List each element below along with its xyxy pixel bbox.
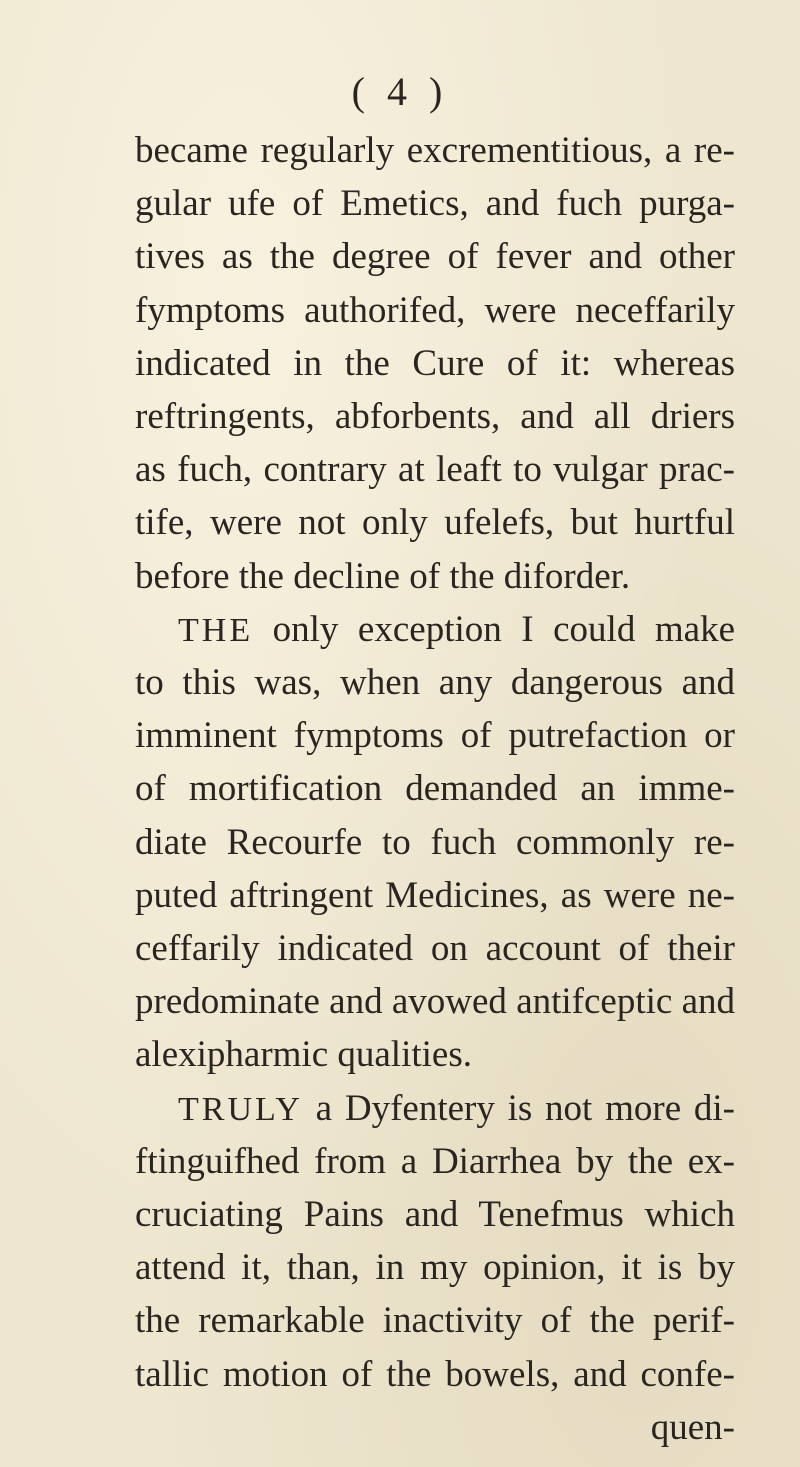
text-line: of mortification demanded an imme- bbox=[135, 768, 735, 810]
text-line: the remarkable inactivity of the perif- bbox=[135, 1300, 735, 1342]
text-line: tife, were not only ufelefs, but hurtful bbox=[135, 502, 735, 544]
page-number: ( 4 ) bbox=[351, 69, 449, 114]
text-line: imminent fymptoms of putrefaction or bbox=[135, 715, 735, 757]
text-line: alexipharmic qualities. bbox=[135, 1034, 472, 1076]
text-line: indicated in the Cure of it: whereas bbox=[135, 342, 735, 384]
text-line: as fuch, contrary at leaft to vulgar prac- bbox=[135, 449, 735, 491]
text-line: tallic motion of the bowels, and confe- bbox=[135, 1353, 735, 1395]
text-line: cruciating Pains and Tenefmus which bbox=[135, 1194, 735, 1235]
text-line: ceffarily indicated on account of their bbox=[135, 928, 735, 969]
text-line: to this was, when any dangerous and bbox=[135, 662, 735, 703]
text-line: fymptoms authorifed, were neceffarily bbox=[135, 289, 735, 331]
text-line: diate Recourfe to fuch commonly re- bbox=[135, 821, 735, 863]
text-line: predominate and avowed antifceptic and bbox=[135, 981, 735, 1023]
text-line: became regularly excrementitious, a re- bbox=[135, 130, 735, 171]
paragraph-start-line: TRULY a Dyfentery is not more di- bbox=[178, 1087, 735, 1129]
text-line: before the decline of the diforder. bbox=[135, 555, 631, 597]
catchword: quen- bbox=[650, 1406, 735, 1448]
paragraph-start-line: THE only exception I could make bbox=[178, 608, 735, 650]
text-line: ftinguifhed from a Diarrhea by the ex- bbox=[135, 1140, 735, 1182]
text-line: reftringents, abforbents, and all driers bbox=[135, 396, 735, 437]
small-caps-word: THE bbox=[178, 611, 254, 649]
text-line: puted aftringent Medicines, as were ne- bbox=[135, 874, 735, 916]
text-line: gular ufe of Emetics, and fuch purga- bbox=[135, 183, 735, 225]
text-line: tives as the degree of fever and other bbox=[135, 236, 735, 278]
text-line: attend it, than, in my opinion, it is by bbox=[135, 1247, 735, 1289]
small-caps-word: TRULY bbox=[178, 1090, 303, 1128]
